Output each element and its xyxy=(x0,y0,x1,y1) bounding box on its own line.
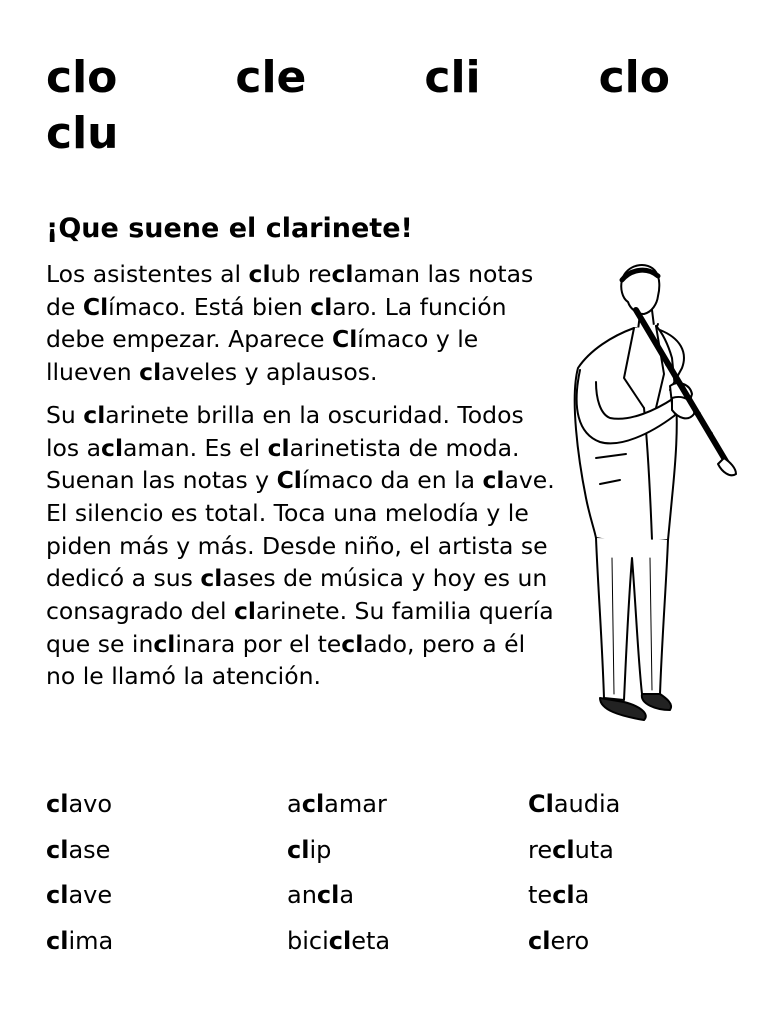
word-item xyxy=(46,873,287,919)
text-segment: inara por el te xyxy=(175,629,342,658)
text-segment: ave. El silencio es total. Toca una melodía y le piden más y más. Desde niño, el artista se dedicó a sus xyxy=(46,466,555,593)
highlight-syllable: cl xyxy=(310,292,333,321)
text-segment: ímaco da en la xyxy=(301,466,483,495)
highlight-syllable: cl xyxy=(287,835,310,864)
story-paragraph xyxy=(46,399,556,693)
syllable: cli xyxy=(424,52,481,103)
story-text xyxy=(46,258,556,693)
text-segment: Su xyxy=(46,400,84,429)
text-segment: aman. Es el xyxy=(123,433,268,462)
syllable: clo xyxy=(46,52,118,103)
word-item xyxy=(46,828,287,874)
highlight-syllable: cl xyxy=(341,629,364,658)
highlight-syllable: cl xyxy=(316,881,340,909)
word-suffix: ase xyxy=(68,835,111,864)
word-list xyxy=(46,782,726,964)
syllable: clo xyxy=(598,52,670,103)
word-suffix: ero xyxy=(550,926,590,955)
word-suffix: uta xyxy=(574,835,614,864)
highlight-syllable: cl xyxy=(482,466,505,495)
highlight-syllable: cl xyxy=(301,790,325,818)
word-prefix: re xyxy=(528,835,553,864)
text-segment: ub re xyxy=(270,260,332,288)
word-prefix: a xyxy=(287,790,302,818)
highlight-syllable: cl xyxy=(331,260,354,288)
clarinetist-illustration xyxy=(560,258,740,733)
text-segment: aveles y aplausos. xyxy=(161,358,378,387)
text-segment: aman las notas de xyxy=(46,260,534,321)
highlight-syllable: Cl xyxy=(82,292,109,321)
text-segment: Los asistentes al xyxy=(46,260,249,288)
word-item xyxy=(46,782,287,828)
highlight-syllable: cl xyxy=(552,881,575,909)
syllable: cle xyxy=(235,52,307,103)
text-segment: arinete. Su familia quería que se in xyxy=(46,597,554,658)
word-item xyxy=(528,782,728,828)
highlight-syllable: cl xyxy=(248,260,271,288)
word-suffix: a xyxy=(339,881,355,909)
highlight-syllable: cl xyxy=(528,926,551,955)
word-prefix: an xyxy=(287,881,317,909)
highlight-syllable: Cl xyxy=(276,466,302,495)
highlight-syllable: cl xyxy=(83,400,106,429)
highlight-syllable: cl xyxy=(328,926,352,955)
story-paragraph xyxy=(46,258,556,389)
word-suffix: ima xyxy=(68,926,114,955)
word-suffix: eta xyxy=(351,926,391,955)
word-item xyxy=(528,828,728,874)
story-title: ¡Que suene el clarinete! xyxy=(46,213,413,244)
word-suffix: audia xyxy=(553,790,621,818)
text-segment: ímaco y le llueven xyxy=(46,325,479,387)
highlight-syllable: Cl xyxy=(528,790,554,818)
text-segment: ado, pero a él no le llamó la atención. xyxy=(46,629,526,691)
word-item xyxy=(528,919,728,965)
highlight-syllable: cl xyxy=(267,433,290,462)
word-suffix: ip xyxy=(309,835,332,864)
word-suffix: avo xyxy=(68,790,113,818)
word-prefix: te xyxy=(528,881,553,909)
word-item xyxy=(287,919,528,965)
syllable-row xyxy=(46,50,670,106)
highlight-syllable: cl xyxy=(233,597,256,626)
highlight-syllable: cl xyxy=(46,881,69,909)
highlight-syllable: cl xyxy=(46,835,69,864)
word-item xyxy=(46,919,287,965)
highlight-syllable: cl xyxy=(139,358,162,387)
word-item xyxy=(287,873,528,919)
highlight-syllable: Cl xyxy=(331,325,358,354)
word-suffix: a xyxy=(574,881,590,909)
highlight-syllable: cl xyxy=(46,790,69,818)
syllable: clu xyxy=(46,108,119,159)
word-suffix: ave xyxy=(68,881,113,909)
word-suffix: amar xyxy=(324,790,387,818)
word-item xyxy=(528,873,728,919)
highlight-syllable: cl xyxy=(153,629,176,658)
text-segment: arinete brilla en la oscuridad. Todos los a xyxy=(46,400,524,462)
word-prefix: bici xyxy=(287,926,329,955)
highlight-syllable: cl xyxy=(101,433,124,462)
highlight-syllable: cl xyxy=(200,564,223,593)
word-item xyxy=(287,782,528,828)
text-segment: ases de música y hoy es un consagrado del xyxy=(46,564,548,626)
text-segment: arinetista de moda. Suenan las notas y xyxy=(46,433,520,495)
highlight-syllable: cl xyxy=(552,835,575,864)
text-segment: aro. La función debe empezar. Aparece xyxy=(46,292,507,354)
text-segment: ímaco. Está bien xyxy=(108,292,311,321)
highlight-syllable: cl xyxy=(46,926,69,955)
word-item xyxy=(287,828,528,874)
